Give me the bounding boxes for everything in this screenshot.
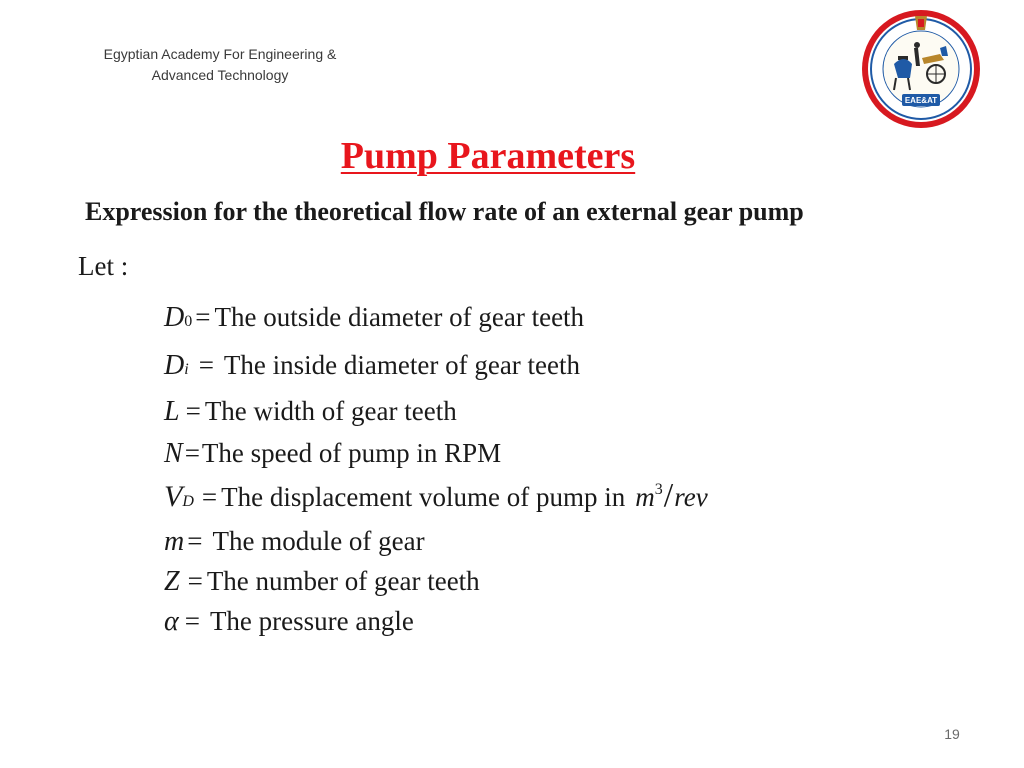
definition-text: The outside diameter of gear teeth [214,302,585,332]
definition-speed [164,438,501,470]
logo-text: EAE&AT [904,96,938,105]
equals-sign: = [201,482,218,512]
symbol-subscript: i [184,361,189,378]
let-label: Let : [78,251,129,281]
equals-sign: = [187,566,203,596]
definition-width [164,396,457,428]
unit-m3-per-rev [635,477,708,514]
symbol: α [164,606,179,637]
equals-sign: = [184,606,200,636]
symbol: m [164,526,185,557]
definition-module [164,526,425,558]
slide-title-wrap [0,134,1024,178]
institution-name [70,44,370,86]
equals-sign: = [198,350,214,380]
slide-title: Pump Parameters [340,135,636,177]
unit-denominator: rev [674,482,708,512]
symbol-subscript: D [182,493,194,510]
definition-displacement [164,477,708,514]
definition-text: The speed of pump in RPM [201,438,502,468]
institution-line-2: Advanced Technology [151,67,289,83]
definition-text: The module of gear [212,526,425,556]
definition-pressure-angle [164,606,414,638]
definition-inside-diameter [164,350,580,382]
equals-sign: = [185,396,201,426]
slide-subtitle: Expression for the theoretical flow rate of an external gear pump [85,197,804,226]
equals-sign: = [187,526,203,556]
symbol: Z [164,566,180,597]
academy-logo-icon [860,8,982,130]
unit-base: m [635,482,655,512]
definition-outside-diameter [164,302,584,334]
unit-exponent: 3 [654,481,663,498]
definition-text: The pressure angle [209,606,414,636]
definition-text: The width of gear teeth [204,396,457,426]
equals-sign: = [184,438,200,468]
symbol: D [164,302,185,333]
institution-line-1: Egyptian Academy For Engineering & [103,46,337,62]
symbol: L [164,396,180,427]
equals-sign: = [195,302,211,332]
page-number: 19 [944,726,960,742]
symbol-subscript: 0 [184,313,193,330]
symbol: V [164,480,183,513]
unit-slash: / [663,477,674,514]
definition-text: The number of gear teeth [206,566,480,596]
definition-number-of-teeth [164,566,480,598]
definition-text: The inside diameter of gear teeth [223,350,581,380]
symbol: D [164,350,185,381]
symbol: N [164,438,183,469]
definition-text: The displacement volume of pump in [221,482,626,512]
